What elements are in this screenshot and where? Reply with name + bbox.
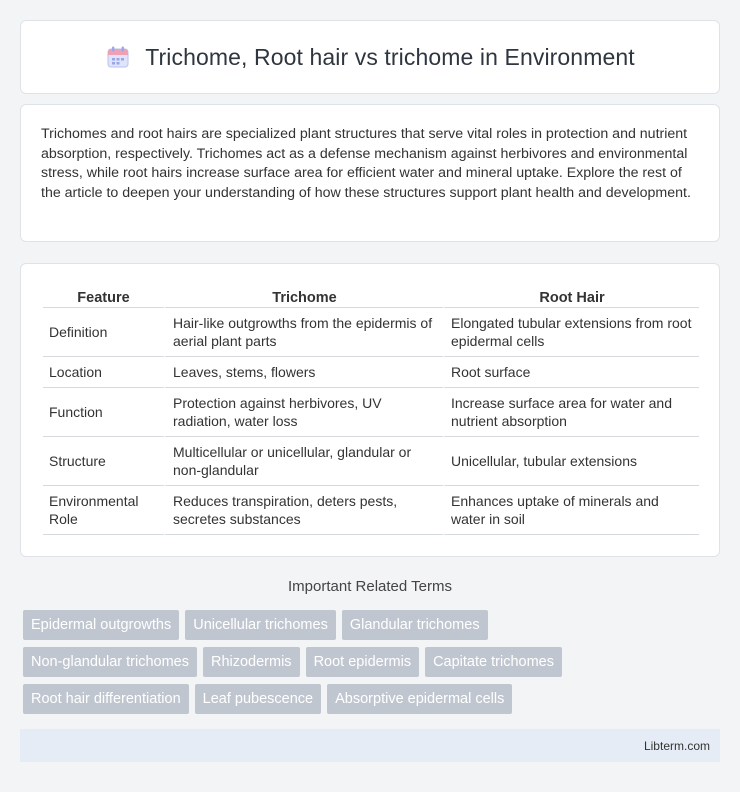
comparison-table-card [20,263,720,557]
table-row [43,437,699,486]
cell-root-hair: Increase surface area for water and nutrient absorption [443,388,699,437]
cell-feature: Location [43,357,164,388]
cell-feature: Definition [43,308,164,357]
table-row [43,308,699,357]
cell-feature: Function [43,388,164,437]
comparison-table [43,284,699,535]
cell-trichome: Protection against herbivores, UV radiation, water loss [164,388,443,437]
column-header-root-hair: Root Hair [443,284,699,308]
cell-trichome: Multicellular or unicellular, glandular or non-glandular [164,437,443,486]
cell-trichome: Leaves, stems, flowers [164,357,443,388]
cell-root-hair: Unicellular, tubular extensions [443,437,699,486]
intro-card [20,104,720,242]
related-term-tag[interactable]: Root hair differentiation [23,684,189,714]
related-terms-tags [23,610,723,721]
header-card [20,20,720,94]
tag-row [23,610,723,640]
cell-root-hair: Enhances uptake of minerals and water in soil [443,486,699,535]
related-term-tag[interactable]: Epidermal outgrowths [23,610,179,640]
cell-feature: Environmental Role [43,486,164,535]
footer-site-link[interactable]: Libterm.com [643,738,710,753]
related-term-tag[interactable]: Leaf pubescence [195,684,321,714]
related-term-tag[interactable]: Capitate trichomes [425,647,562,677]
page-title: Trichome, Root hair vs trichome in Environment [145,43,635,70]
footer [20,729,720,762]
cell-feature: Structure [43,437,164,486]
tag-row [23,684,723,714]
cell-root-hair: Elongated tubular extensions from root epidermal cells [443,308,699,357]
cell-root-hair: Root surface [443,357,699,388]
related-term-tag[interactable]: Non-glandular trichomes [23,647,197,677]
header [105,44,634,71]
related-term-tag[interactable]: Absorptive epidermal cells [327,684,512,714]
table-row [43,388,699,437]
intro-paragraph: Trichomes and root hairs are specialized plant structures that serve vital roles in protection and nutrient absorption, respectively. Trichomes act as a defense mechanism against herbivores and environmental stress, while root hairs increase surface area for efficient water and mineral uptake. Explore the rest of the article to deepen your understanding of how these structures support plant health and development. [41,126,691,201]
related-terms-title: Important Related Terms [288,578,452,595]
related-term-tag[interactable]: Unicellular trichomes [185,610,336,640]
cell-trichome: Reduces transpiration, deters pests, secretes substances [164,486,443,535]
column-header-feature: Feature [43,284,164,308]
cell-trichome: Hair-like outgrowths from the epidermis of aerial plant parts [164,308,443,357]
table-header-row [43,284,699,308]
table-row [43,357,699,388]
tag-row [23,647,723,677]
calendar-icon [105,44,131,70]
related-term-tag[interactable]: Rhizodermis [203,647,300,677]
related-term-tag[interactable]: Glandular trichomes [342,610,488,640]
table-row [43,486,699,535]
related-term-tag[interactable]: Root epidermis [306,647,420,677]
column-header-trichome: Trichome [164,284,443,308]
